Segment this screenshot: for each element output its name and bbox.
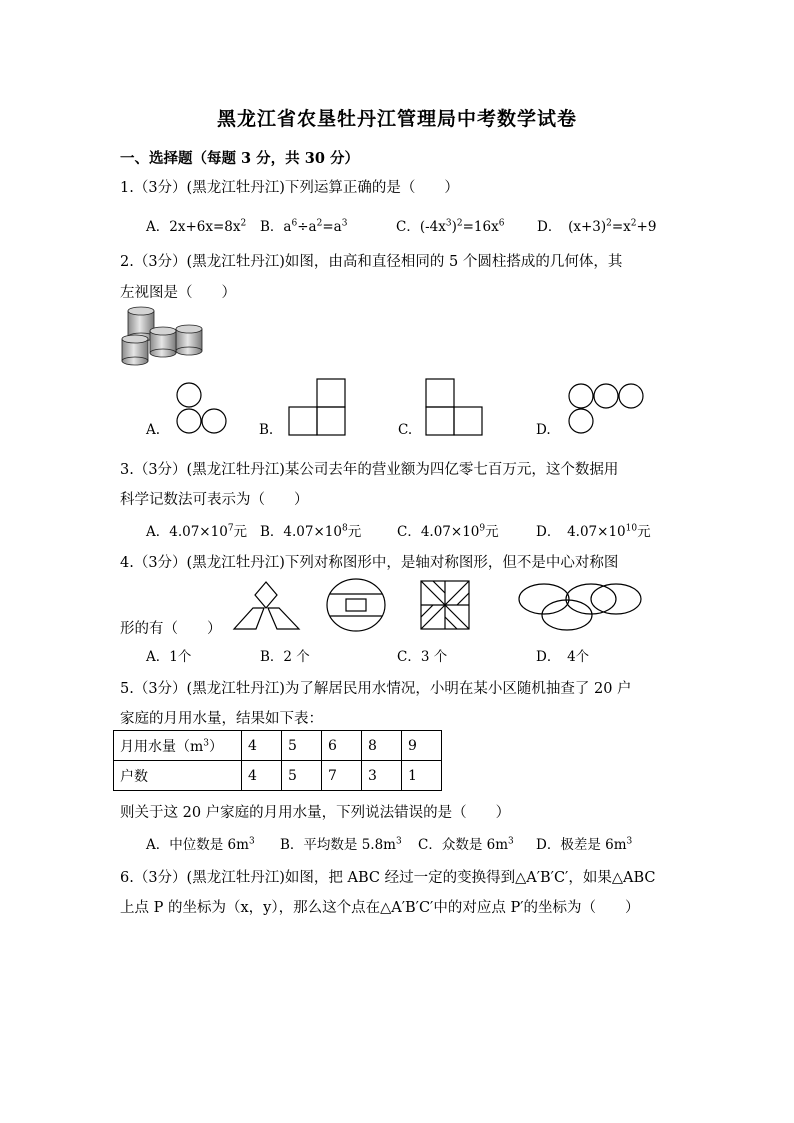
q1-option-b: B．$a^6\div a^2=a^3$: [260, 218, 348, 235]
q4-line1: 4.（3分）(黑龙江牡丹江)下列对称图形中，是轴对称图形，但不是中心对称图: [120, 555, 619, 571]
q2-line2: 左视图是（ ）: [120, 285, 236, 301]
page-title: 黑龙江省农垦牡丹江管理局中考数学试卷: [216, 108, 577, 130]
table-cell: 4: [242, 761, 282, 791]
table-row: [114, 731, 442, 761]
table-cell: 4: [242, 731, 282, 761]
q3-option-d: D． $4.07\times 10^{10}$元: [536, 523, 651, 540]
q1-option-a: A．$2x+6x=8x^2$: [146, 218, 247, 235]
q2-option-d-label: D.: [536, 422, 551, 438]
q4-option-d: D． 4个: [536, 649, 590, 665]
q2-option-d-figure: [568, 381, 648, 436]
q1-option-d: D． $(x+3)^2=x^2+9$: [537, 218, 657, 235]
q4-line2: 形的有（ ）: [120, 621, 222, 637]
q4-figure-pinwheel: [420, 580, 470, 630]
table-cell: 3: [362, 761, 402, 791]
q6-line1: 6.（3分）(黑龙江牡丹江)如图，把 ABC 经过一定的变换得到△A′B′C′，如果△ABC: [120, 870, 656, 886]
q1-option-c: C．$(-4x^3)^2=16x^6$: [396, 218, 505, 235]
q4-figure-diamonds: [232, 580, 302, 632]
q2-line1: 2.（3分）(黑龙江牡丹江)如图，由高和直径相同的 5 个圆柱搭成的几何体，其: [120, 254, 623, 270]
q5-line3: 则关于这 20 户家庭的月用水量，下列说法错误的是（ ）: [120, 805, 511, 821]
q4-figure-circle: [325, 578, 387, 634]
q3-line1: 3.（3分）(黑龙江牡丹江)某公司去年的营业额为四亿零七百万元，这个数据用: [120, 462, 619, 478]
q3-line2: 科学记数法可表示为（ ）: [120, 492, 309, 508]
q2-option-a-figure: [170, 380, 230, 438]
table-cell: 6: [322, 731, 362, 761]
q2-option-b-label: B.: [259, 422, 274, 438]
q5-option-b: B．平均数是 $5.8m^3$: [280, 836, 402, 853]
table-cell: 1: [402, 761, 442, 791]
section-heading: 一、选择题（每题 3 分，共 30 分）: [120, 150, 359, 167]
q4-option-c: C．3 个: [397, 649, 448, 665]
table-cell: 5: [282, 761, 322, 791]
q2-option-a-label: A.: [146, 422, 161, 438]
q2-option-c-label: C.: [398, 422, 413, 438]
table-header-cell: 月用水量$(m^3)$: [114, 731, 242, 761]
table-cell: 7: [322, 761, 362, 791]
q5-option-a: A．中位数是 $6m^3$: [146, 836, 255, 853]
q5-option-d: D．极差是 $6m^3$: [536, 836, 633, 853]
table-row: [114, 761, 442, 791]
q2-option-c-figure: [425, 378, 485, 436]
q5-line2: 家庭的月用水量，结果如下表：: [120, 711, 323, 727]
q2-option-b-figure: [288, 378, 348, 436]
q1-stem: 1.（3分）(黑龙江牡丹江)下列运算正确的是（ ）: [120, 180, 459, 196]
table-header-cell: 户数: [114, 761, 242, 791]
q4-figure-rings: [517, 582, 647, 634]
q5-line1: 5.（3分）(黑龙江牡丹江)为了解居民用水情况，小明在某小区随机抽查了 20 户: [120, 681, 632, 697]
table-cell: 9: [402, 731, 442, 761]
q4-option-b: B．2 个: [260, 649, 310, 665]
cylinders-figure: [118, 305, 208, 367]
q3-option-a: A．$4.07\times 10^7$元: [146, 523, 248, 540]
q6-line2: 上点 P 的坐标为（x，y），那么这个点在△A′B′C′中的对应点 P′的坐标为（ ）: [120, 900, 640, 916]
water-usage-table: [113, 730, 442, 791]
table-cell: 8: [362, 731, 402, 761]
table-cell: 5: [282, 731, 322, 761]
q4-option-a: A．1个: [146, 649, 192, 665]
q3-option-c: C．$4.07\times 10^9$元: [397, 523, 499, 540]
q3-option-b: B．$4.07\times 10^8$元: [260, 523, 362, 540]
q5-option-c: C．众数是 $6m^3$: [418, 836, 514, 853]
